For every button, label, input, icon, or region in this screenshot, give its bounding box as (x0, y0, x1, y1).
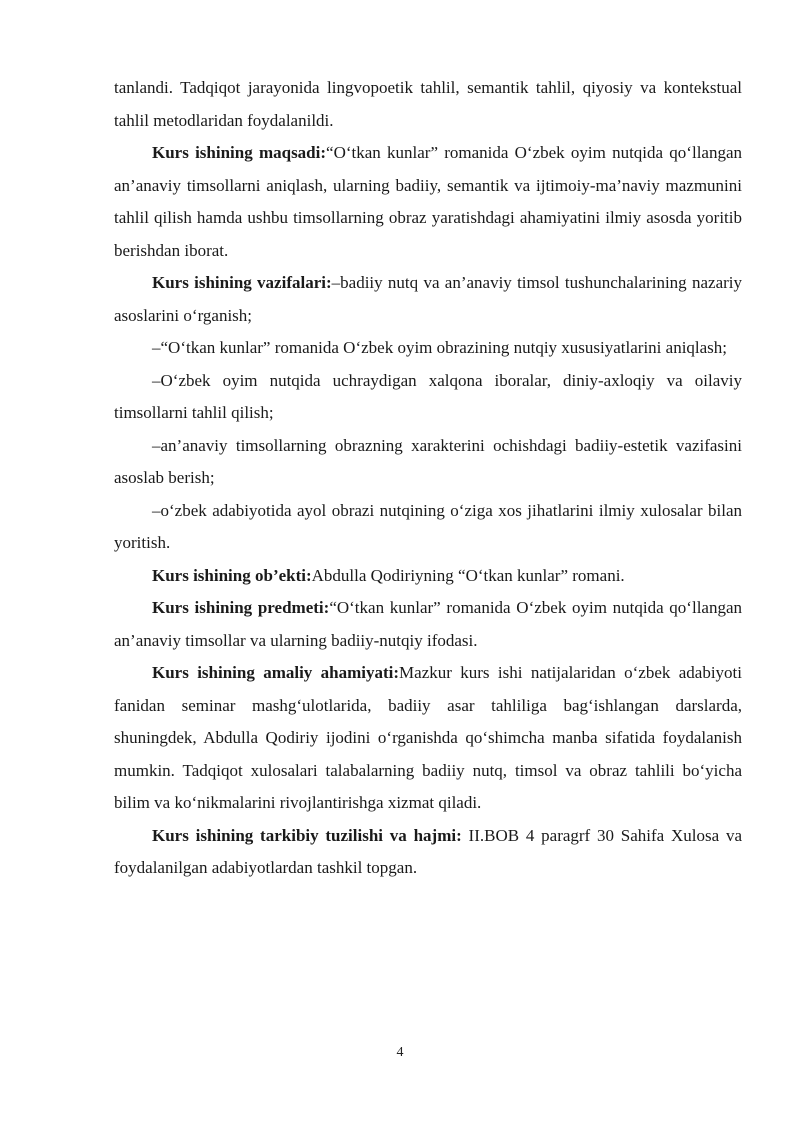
paragraph-text: –O‘zbek oyim nutqida uchraydigan xalqona iboralar, diniy-axloqiy va oilaviy timsollarni tahlil qilish; (114, 370, 742, 422)
task-item (114, 365, 742, 430)
paragraph-practical-significance (114, 657, 742, 820)
task-item (114, 430, 742, 495)
section-label: Kurs ishining tarkibiy tuzilishi va hajmi: (152, 825, 462, 845)
paragraph-text: –an’anaviy timsollarning obrazning xarakterini ochishdagi badiiy-estetik vazifasini asoslab berish; (114, 435, 742, 487)
task-item (114, 332, 742, 365)
task-item (114, 495, 742, 560)
section-label: Kurs ishining amaliy ahamiyati: (152, 663, 400, 682)
page-number: 4 (396, 1045, 404, 1060)
paragraph-text: Abdulla Qodiriyning “O‘tkan kunlar” romani. (311, 565, 625, 585)
section-label: Kurs ishining predmeti: (152, 598, 330, 617)
paragraph-text: –badiiy nutq va an’anaviy timsol tushunchalarining nazariy asoslarini o‘rganish; (114, 273, 742, 325)
paragraph-text: tanlandi. Tadqiqot jarayonida lingvopoetik tahlil, semantik tahlil, qiyosiy va kontekstual tahlil metodlaridan foydalanildi. (114, 78, 742, 130)
paragraph-text: –o‘zbek adabiyotida ayol obrazi nutqining o‘ziga xos jihatlarini ilmiy xulosalar bilan yoritish. (114, 500, 742, 552)
paragraph-text: “O‘tkan kunlar” romanida O‘zbek oyim nutqida qo‘llangan an’anaviy timsollarni aniqlash, ularning badiiy, semantik va ijtimoiy-ma’naviy mazmunini tahlil qilish hamda ushbu timsollarning obraz yaratishdagi ahamiyatini ilmiy asosda yoritib berishdan iborat. (114, 143, 743, 260)
section-label: Kurs ishining ob’ekti: (152, 565, 312, 585)
section-label: Kurs ishining vazifalari: (152, 273, 332, 292)
paragraph-text: Mazkur kurs ishi natijalaridan o‘zbek adabiyoti fanidan seminar mashg‘ulotlarida, badiiy asar tahliliga bag‘ishlangan darslarda, shuningdek, Abdulla Qodiriy ijodini o‘rganishda qo‘shimcha manba sifatida foydalanish mumkin. Tadqiqot xulosalari talabalarning badiiy nutq, timsol va obraz tahlili bo‘yicha bilim va ko‘nikmalarini rivojlantirishga xizmat qiladi. (114, 663, 742, 812)
paragraph-object (114, 560, 742, 593)
paragraph-tasks (114, 267, 742, 332)
paragraph-structure (114, 820, 742, 885)
document-page (114, 72, 742, 885)
paragraph-text: –“O‘tkan kunlar” romanida O‘zbek oyim obrazining nutqiy xususiyatlarini aniqlash; (152, 338, 728, 357)
paragraph-method-continuation (114, 72, 742, 137)
paragraph-text: “O‘tkan kunlar” romanida O‘zbek oyim nutqida qo‘llangan an’anaviy timsollar va ularning badiiy-nutqiy ifodasi. (114, 598, 743, 650)
paragraph-text: II.BOB 4 paragrf 30 Sahifa Xulosa va foydalanilgan adabiyotlardan tashkil topgan. (114, 825, 742, 877)
paragraph-goal (114, 137, 742, 267)
section-label: Kurs ishining maqsadi: (152, 143, 327, 162)
paragraph-subject (114, 592, 742, 657)
